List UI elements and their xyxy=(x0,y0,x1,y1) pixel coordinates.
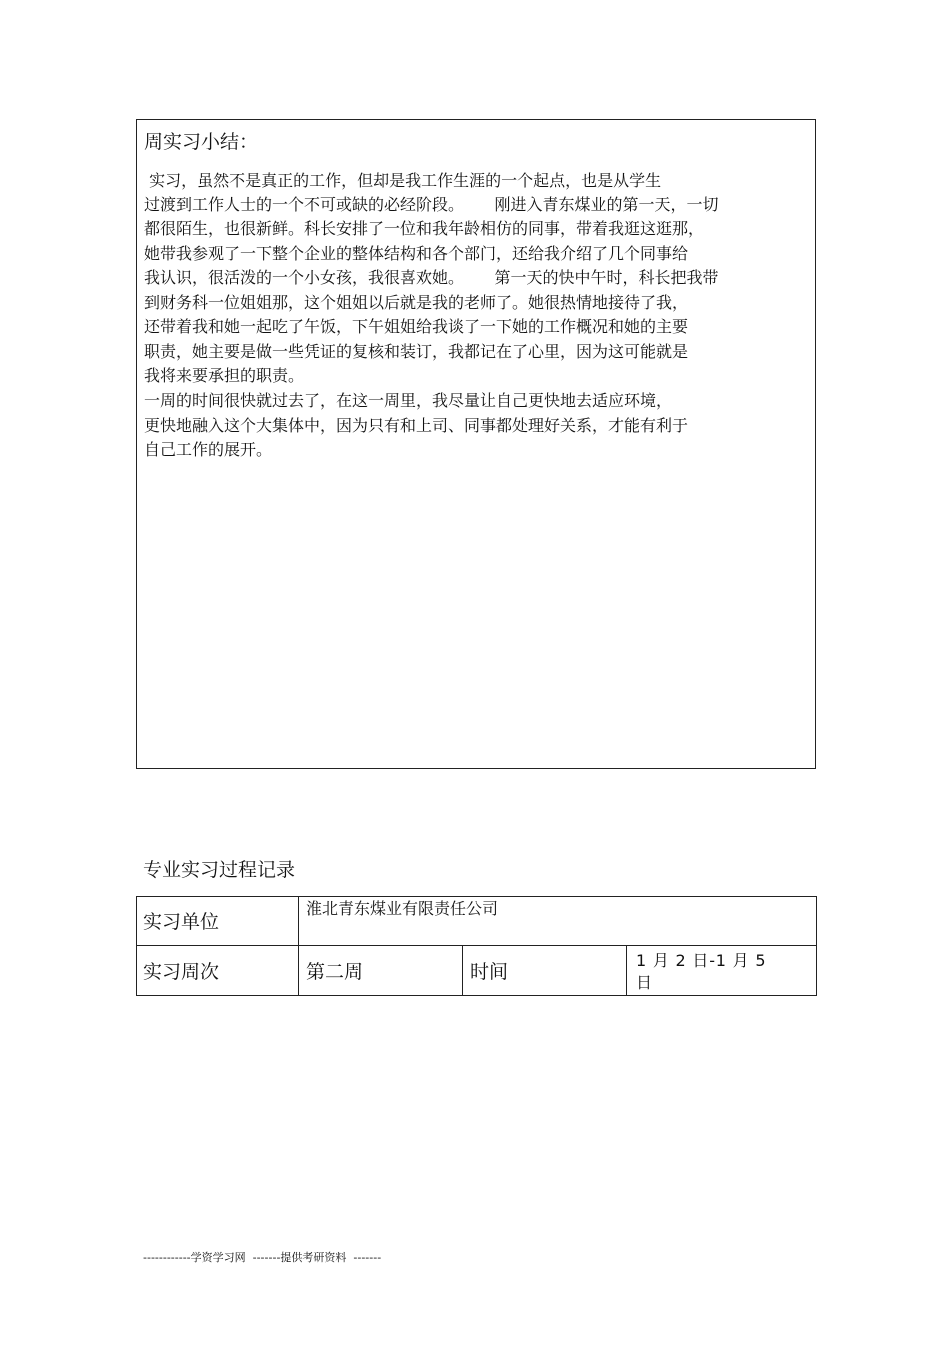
summary-line: 到财务科一位姐姐那，这个姐姐以后就是我的老师了。她很热情地接待了我， xyxy=(144,293,689,312)
summary-line: 她带我参观了一下整个企业的整体结构和各个部门，还给我介绍了几个同事给 xyxy=(144,244,689,263)
summary-line: 我认识，很活泼的一个小女孩，我很喜欢她。 第一天的快中午时，科长把我带 xyxy=(144,268,719,287)
internship-week-value: 第二周 xyxy=(306,961,364,983)
table-column-divider xyxy=(462,945,463,996)
table-column-divider xyxy=(298,896,299,996)
summary-line: 一周的时间很快就过去了，在这一周里，我尽量让自己更快地去适应环境， xyxy=(144,391,673,410)
summary-line: 还带着我和她一起吃了午饭，下午姐姐给我谈了一下她的工作概况和她的主要 xyxy=(144,317,689,336)
table-row-divider xyxy=(136,945,817,946)
summary-line: 实习，虽然不是真正的工作，但却是我工作生涯的一个起点，也是从学生 xyxy=(144,171,662,190)
time-label: 时间 xyxy=(470,961,509,983)
internship-week-label: 实习周次 xyxy=(143,961,220,983)
internship-unit-label: 实习单位 xyxy=(143,911,220,933)
weekly-summary-title: 周实习小结： xyxy=(144,131,259,153)
summary-line: 自己工作的展开。 xyxy=(144,440,273,459)
summary-line: 我将来要承担的职责。 xyxy=(144,366,305,385)
summary-line: 职责，她主要是做一些凭证的复核和装订，我都记在了心里，因为这可能就是 xyxy=(144,342,689,361)
summary-line: 过渡到工作人士的一个不可或缺的必经阶段。 刚进入青东煤业的第一天，一切 xyxy=(144,195,719,214)
internship-unit-value: 淮北青东煤业有限责任公司 xyxy=(306,899,499,918)
time-value: 1 月 2 日-1 月 5 日 xyxy=(636,951,767,992)
process-record-title: 专业实习过程记录 xyxy=(143,859,296,881)
summary-line: 更快地融入这个大集体中，因为只有和上司、同事都处理好关系，才能有利于 xyxy=(144,416,689,435)
summary-line: 都很陌生，也很新鲜。科长安排了一位和我年龄相仿的同事，带着我逛这逛那， xyxy=(144,219,705,238)
footer-text: ------------学资学习网 -------提供考研资料 ------- xyxy=(143,1251,382,1264)
table-column-divider xyxy=(626,945,627,996)
